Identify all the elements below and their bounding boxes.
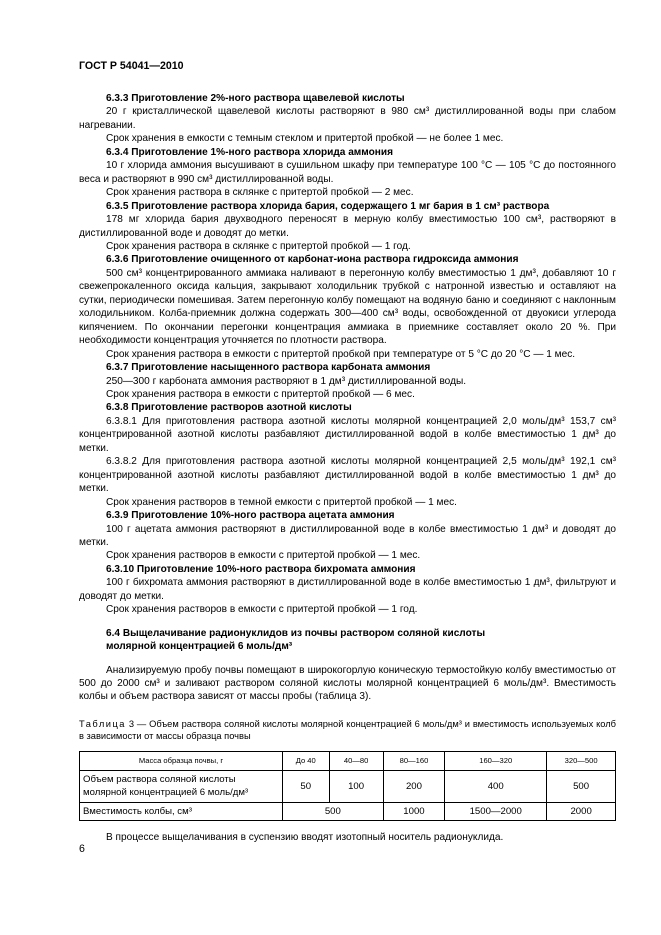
table-cell: 1000 [383,802,444,820]
document-header: ГОСТ Р 54041—2010 [79,60,184,72]
table-row [80,802,616,820]
section-gap [79,821,616,831]
section-6-3-8-title: 6.3.8 Приготовление растворов азотной кислоты [106,402,352,414]
section-6-3-5-text: 178 мг хлорида бария двухводного переносят в мерную колбу вместимостью 100 см³, растворяют в дистиллированной воде и доводят до метки. [79,214,616,239]
section-6-3-10-storage: Срок хранения растворов в емкости с притертой пробкой — 1 год. [106,604,418,616]
table-cell: 500 [547,770,616,802]
table-row-label: Объем раствора соляной кислоты молярной концентрацией 6 моль/дм³ [80,770,283,802]
table-3-caption [79,718,616,742]
section-6-3-9-text: 100 г ацетата аммония растворяют в дистиллированной воде в колбе вместимостью 1 дм³ и доводят до метки. [79,523,616,548]
section-6-3-5-storage: Срок хранения раствора в склянке с притертой пробкой — 1 год. [106,240,411,252]
section-6-4-title: 6.4 Выщелачивание радионуклидов из почвы раствором соляной кислоты [106,627,486,639]
table-header-cell: До 40 [283,751,330,770]
section-6-3-5-title: 6.3.5 Приготовление раствора хлорида бария, содержащего 1 мг бария в 1 см³ раствора [106,200,550,212]
section-6-3-8-storage: Срок хранения растворов в темной емкости с притертой пробкой — 1 мес. [106,496,457,508]
table-row [80,770,616,802]
section-6-3-8-2-text: 6.3.8.2 Для приготовления раствора азотной кислоты молярной концентрацией 2,5 моль/дм³ 192,1 см³ концентрированной азотной кислоты разбавляют дистиллированной водой в колбе вместимостью 1 дм³ до метки. [79,456,616,495]
table-3 [79,751,616,821]
table-cell: 400 [445,770,547,802]
section-6-3-9-storage: Срок хранения растворов в емкости с притертой пробкой — 1 мес. [106,550,421,562]
table-cell: 50 [283,770,330,802]
section-6-3-7-title: 6.3.7 Приготовление насыщенного раствора карбоната аммония [106,362,431,374]
main-content [79,92,616,845]
table-cell: 100 [329,770,383,802]
section-6-3-3-title: 6.3.3 Приготовление 2%-ного раствора щавелевой кислоты [106,93,405,104]
table-row-label: Вместимость колбы, см³ [80,802,283,820]
section-6-3-10-title: 6.3.10 Приготовление 10%-ного раствора бихромата аммония [106,563,416,575]
table-cell: 500 [283,802,384,820]
section-6-3-4-title: 6.3.4 Приготовление 1%-ного раствора хлорида аммония [106,146,393,158]
table-header-cell: 320—500 [547,751,616,770]
section-6-4-text: Анализируемую пробу почвы помещают в широкогорлую коническую термостойкую колбу вместимостью от 500 до 2000 см³ и заливают раствором соляной кислоты молярной концентрацией 6 моль/дм³. Вместимость колбы и объем раствора зависят от массы пробы (таблица 3). [79,664,616,703]
page-number: 6 [79,843,85,855]
section-6-3-3-storage: Срок хранения в емкости с темным стеклом и притертой пробкой — не более 1 мес. [106,133,504,145]
table-cell: 2000 [547,802,616,820]
table-header-cell: 160—320 [445,751,547,770]
section-6-3-3-text: 20 г кристаллической щавелевой кислоты растворяют в 980 см³ дистиллированной воды при слабом нагревании. [79,106,616,131]
table-header-cell: Масса образца почвы, г [80,751,283,770]
table-3-caption-text: 3 — Объем раствора соляной кислоты молярной концентрацией 6 моль/дм³ и вместимость используемых колб в зависимости от массы образца почвы [79,718,616,741]
final-paragraph: В процессе выщелачивания в суспензию вводят изотопный носитель радионуклида. [106,832,504,844]
section-gap [79,617,616,627]
section-6-3-7-storage: Срок хранения раствора в емкости с притертой пробкой — 6 мес. [106,388,415,400]
table-3-caption-label: Таблица [79,718,126,729]
section-gap [79,704,616,714]
section-6-3-6-text: 500 см³ концентрированного аммиака наливают в перегонную колбу вместимостью 1 дм³, добавляют 10 г свежепрокаленного оксида кальция, закрывают холодильник трубкой с натронной известью и оставляют на сутки, периодически помешивая. Затем перегонную колбу помещают на водяную баню и соединяют с наклонным холодильником. Колба-приемник должна содержать 300—400 см³ воды, освобожденной от двуокиси углерода кипячением. По окончании перегонки концентрация аммиака в приемнике составляет около 20 %. При необходимости концентрация уточняется по плотности раствора. [79,267,616,347]
section-6-4-title-cont: молярной концентрацией 6 моль/дм³ [106,641,293,653]
table-cell: 1500—2000 [445,802,547,820]
section-6-3-6-storage: Срок хранения раствора в емкости с притертой пробкой при температуре от 5 °С до 20 °С — 1 мес. [106,348,576,360]
section-gap [79,654,616,664]
section-6-3-8-1-text: 6.3.8.1 Для приготовления раствора азотной кислоты молярной концентрацией 2,0 моль/дм³ 153,7 см³ концентрированной азотной кислоты разбавляют дистиллированной водой в колбе вместимостью 1 дм³ до метки. [79,415,616,454]
table-header-cell: 40—80 [329,751,383,770]
section-6-3-9-title: 6.3.9 Приготовление 10%-ного раствора ацетата аммония [106,510,395,522]
section-6-3-10-text: 100 г бихромата аммония растворяют в дистиллированной воде в колбе вместимостью 1 дм³, фильтруют и доводят до метки. [79,577,616,602]
table-header-row [80,751,616,770]
section-6-3-7-text: 250—300 г карбоната аммония растворяют в 1 дм³ дистиллированной воды. [106,375,467,387]
section-6-3-6-title: 6.3.6 Приготовление очищенного от карбонат-иона раствора гидроксида аммония [106,254,519,266]
section-6-3-4-storage: Срок хранения раствора в склянке с притертой пробкой — 2 мес. [106,187,414,199]
section-6-3-4-text: 10 г хлорида аммония высушивают в сушильном шкафу при температуре 100 °С — 105 °С до постоянного веса и растворяют в 990 см³ дистиллированной воды. [79,160,616,185]
table-header-cell: 80—160 [383,751,444,770]
table-cell: 200 [383,770,444,802]
